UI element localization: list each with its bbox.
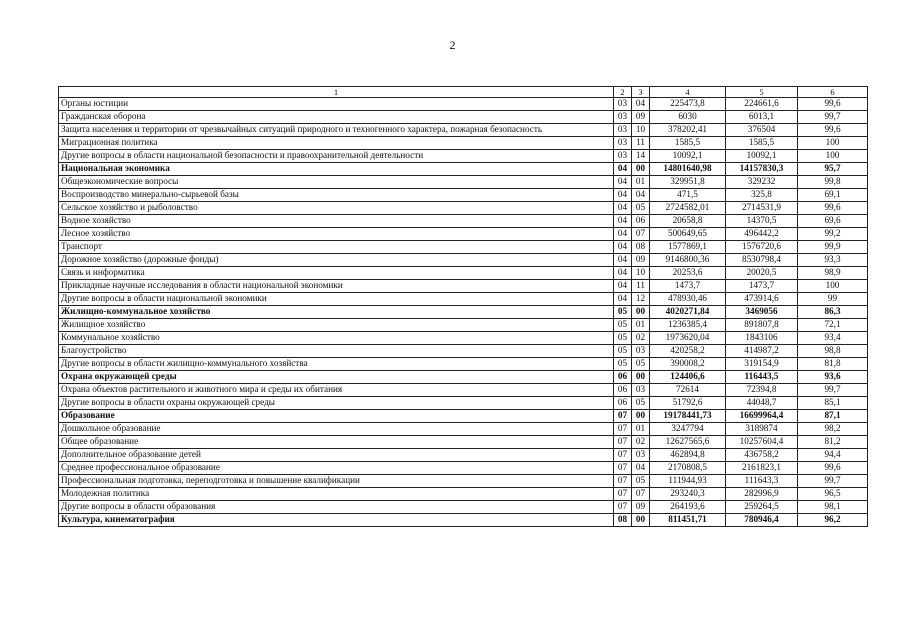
row-actual-value-cell: 473914,6	[726, 293, 798, 306]
table-row	[59, 98, 868, 111]
row-planned-value-cell: 1973620,04	[650, 332, 726, 345]
header-cell-fact: 5	[726, 87, 798, 98]
row-actual-value-cell: 8530798,4	[726, 254, 798, 267]
table-row	[59, 111, 868, 124]
row-actual-value-cell: 10257604,4	[726, 436, 798, 449]
row-percent-cell: 99,6	[798, 124, 868, 137]
row-subsection-code-cell: 10	[632, 124, 650, 137]
table-row	[59, 384, 868, 397]
header-cell-plan: 4	[650, 87, 726, 98]
row-subsection-code-cell: 00	[632, 163, 650, 176]
row-percent-cell: 93,6	[798, 371, 868, 384]
row-percent-cell: 96,2	[798, 514, 868, 527]
row-section-code-cell: 05	[614, 319, 632, 332]
table-row	[59, 124, 868, 137]
row-actual-value-cell: 14370,5	[726, 215, 798, 228]
row-section-code-cell: 06	[614, 384, 632, 397]
row-section-code-cell: 05	[614, 332, 632, 345]
row-section-code-cell: 04	[614, 189, 632, 202]
row-subsection-code-cell: 14	[632, 150, 650, 163]
row-name-cell: Прикладные научные исследования в области национальной экономики	[59, 280, 614, 293]
row-planned-value-cell: 1585,5	[650, 137, 726, 150]
row-planned-value-cell: 420258,2	[650, 345, 726, 358]
row-name-cell: Воспроизводство минерально-сырьевой базы	[59, 189, 614, 202]
row-percent-cell: 94,4	[798, 449, 868, 462]
table-row	[59, 397, 868, 410]
row-planned-value-cell: 6030	[650, 111, 726, 124]
row-name-cell: Лесное хозяйство	[59, 228, 614, 241]
row-planned-value-cell: 378202,41	[650, 124, 726, 137]
row-percent-cell: 93,4	[798, 332, 868, 345]
row-percent-cell: 98,9	[798, 267, 868, 280]
row-actual-value-cell: 325,8	[726, 189, 798, 202]
row-name-cell: Профессиональная подготовка, переподготовка и повышение квалификации	[59, 475, 614, 488]
row-name-cell: Охрана окружающей среды	[59, 371, 614, 384]
table-row	[59, 267, 868, 280]
row-planned-value-cell: 2170808,5	[650, 462, 726, 475]
row-name-cell: Национальная экономика	[59, 163, 614, 176]
row-name-cell: Другие вопросы в области национальной безопасности и правоохранительной деятельности	[59, 150, 614, 163]
table-row	[59, 150, 868, 163]
row-actual-value-cell: 376504	[726, 124, 798, 137]
row-name-cell: Общее образование	[59, 436, 614, 449]
row-percent-cell: 99,6	[798, 98, 868, 111]
row-section-code-cell: 03	[614, 124, 632, 137]
row-name-cell: Дорожное хозяйство (дорожные фонды)	[59, 254, 614, 267]
row-section-code-cell: 07	[614, 436, 632, 449]
row-planned-value-cell: 811451,71	[650, 514, 726, 527]
row-actual-value-cell: 780946,4	[726, 514, 798, 527]
row-actual-value-cell: 2714531,9	[726, 202, 798, 215]
table-row	[59, 423, 868, 436]
row-planned-value-cell: 3247794	[650, 423, 726, 436]
row-subsection-code-cell: 11	[632, 137, 650, 150]
row-percent-cell: 100	[798, 150, 868, 163]
row-planned-value-cell: 1473,7	[650, 280, 726, 293]
table-row	[59, 293, 868, 306]
row-subsection-code-cell: 00	[632, 514, 650, 527]
row-planned-value-cell: 124406,6	[650, 371, 726, 384]
row-planned-value-cell: 14801640,98	[650, 163, 726, 176]
table-row	[59, 332, 868, 345]
row-percent-cell: 99,7	[798, 475, 868, 488]
table-header-row	[59, 87, 868, 98]
row-section-code-cell: 04	[614, 228, 632, 241]
row-subsection-code-cell: 10	[632, 267, 650, 280]
row-section-code-cell: 08	[614, 514, 632, 527]
table-row	[59, 475, 868, 488]
header-cell-rz: 2	[614, 87, 632, 98]
row-name-cell: Водное хозяйство	[59, 215, 614, 228]
row-subsection-code-cell: 07	[632, 228, 650, 241]
row-planned-value-cell: 500649,65	[650, 228, 726, 241]
row-section-code-cell: 03	[614, 150, 632, 163]
row-subsection-code-cell: 03	[632, 345, 650, 358]
row-planned-value-cell: 10092,1	[650, 150, 726, 163]
row-subsection-code-cell: 03	[632, 384, 650, 397]
row-subsection-code-cell: 06	[632, 215, 650, 228]
page-number: 2	[449, 38, 456, 52]
row-percent-cell: 87,1	[798, 410, 868, 423]
table-row	[59, 410, 868, 423]
row-name-cell: Сельское хозяйство и рыболовство	[59, 202, 614, 215]
row-actual-value-cell: 44048,7	[726, 397, 798, 410]
table-row	[59, 254, 868, 267]
row-subsection-code-cell: 01	[632, 319, 650, 332]
row-section-code-cell: 04	[614, 267, 632, 280]
row-name-cell: Культура, кинематография	[59, 514, 614, 527]
row-planned-value-cell: 471,5	[650, 189, 726, 202]
budget-table	[58, 86, 868, 527]
row-actual-value-cell: 496442,2	[726, 228, 798, 241]
row-percent-cell: 86,3	[798, 306, 868, 319]
row-actual-value-cell: 1576720,6	[726, 241, 798, 254]
row-percent-cell: 99,6	[798, 202, 868, 215]
row-section-code-cell: 03	[614, 111, 632, 124]
row-subsection-code-cell: 03	[632, 449, 650, 462]
row-planned-value-cell: 19178441,73	[650, 410, 726, 423]
row-name-cell: Органы юстиции	[59, 98, 614, 111]
row-section-code-cell: 04	[614, 163, 632, 176]
row-actual-value-cell: 14157830,3	[726, 163, 798, 176]
header-cell-pr: 3	[632, 87, 650, 98]
row-actual-value-cell: 10092,1	[726, 150, 798, 163]
row-subsection-code-cell: 01	[632, 176, 650, 189]
row-name-cell: Жилищное хозяйство	[59, 319, 614, 332]
row-percent-cell: 95,7	[798, 163, 868, 176]
row-subsection-code-cell: 04	[632, 189, 650, 202]
row-planned-value-cell: 390008,2	[650, 358, 726, 371]
row-name-cell: Другие вопросы в области национальной экономики	[59, 293, 614, 306]
row-planned-value-cell: 9146800,36	[650, 254, 726, 267]
row-section-code-cell: 07	[614, 423, 632, 436]
table-row	[59, 306, 868, 319]
row-planned-value-cell: 4020271,84	[650, 306, 726, 319]
row-name-cell: Благоустройство	[59, 345, 614, 358]
row-actual-value-cell: 3189874	[726, 423, 798, 436]
row-name-cell: Миграционная политика	[59, 137, 614, 150]
row-section-code-cell: 05	[614, 358, 632, 371]
row-percent-cell: 99,7	[798, 111, 868, 124]
row-subsection-code-cell: 05	[632, 397, 650, 410]
row-actual-value-cell: 2161823,1	[726, 462, 798, 475]
table-row	[59, 345, 868, 358]
row-section-code-cell: 06	[614, 397, 632, 410]
row-percent-cell: 98,2	[798, 423, 868, 436]
row-subsection-code-cell: 05	[632, 202, 650, 215]
row-section-code-cell: 07	[614, 501, 632, 514]
table-row	[59, 501, 868, 514]
table-row	[59, 176, 868, 189]
row-section-code-cell: 07	[614, 449, 632, 462]
row-actual-value-cell: 6013,1	[726, 111, 798, 124]
row-name-cell: Транспорт	[59, 241, 614, 254]
row-subsection-code-cell: 05	[632, 475, 650, 488]
row-percent-cell: 100	[798, 137, 868, 150]
row-planned-value-cell: 264193,6	[650, 501, 726, 514]
row-actual-value-cell: 319154,9	[726, 358, 798, 371]
row-actual-value-cell: 116443,5	[726, 371, 798, 384]
row-planned-value-cell: 478930,46	[650, 293, 726, 306]
row-subsection-code-cell: 08	[632, 241, 650, 254]
row-name-cell: Молодежная политика	[59, 488, 614, 501]
row-subsection-code-cell: 05	[632, 358, 650, 371]
row-name-cell: Дошкольное образование	[59, 423, 614, 436]
row-subsection-code-cell: 11	[632, 280, 650, 293]
row-actual-value-cell: 1843106	[726, 332, 798, 345]
row-actual-value-cell: 111643,3	[726, 475, 798, 488]
table-row	[59, 488, 868, 501]
row-name-cell: Другие вопросы в области образования	[59, 501, 614, 514]
row-percent-cell: 99,8	[798, 176, 868, 189]
table-row	[59, 319, 868, 332]
row-name-cell: Другие вопросы в области жилищно-коммунального хозяйства	[59, 358, 614, 371]
row-section-code-cell: 05	[614, 345, 632, 358]
row-actual-value-cell: 1585,5	[726, 137, 798, 150]
row-actual-value-cell: 436758,2	[726, 449, 798, 462]
row-percent-cell: 99,6	[798, 462, 868, 475]
row-planned-value-cell: 20658,8	[650, 215, 726, 228]
row-planned-value-cell: 462894,8	[650, 449, 726, 462]
table-row	[59, 228, 868, 241]
row-subsection-code-cell: 01	[632, 423, 650, 436]
row-actual-value-cell: 224661,6	[726, 98, 798, 111]
row-section-code-cell: 04	[614, 176, 632, 189]
row-name-cell: Образование	[59, 410, 614, 423]
row-actual-value-cell: 891807,8	[726, 319, 798, 332]
table-row	[59, 462, 868, 475]
table-row	[59, 163, 868, 176]
row-percent-cell: 72,1	[798, 319, 868, 332]
row-section-code-cell: 03	[614, 98, 632, 111]
row-actual-value-cell: 414987,2	[726, 345, 798, 358]
row-percent-cell: 99,7	[798, 384, 868, 397]
row-percent-cell: 100	[798, 280, 868, 293]
row-subsection-code-cell: 00	[632, 306, 650, 319]
row-subsection-code-cell: 09	[632, 254, 650, 267]
row-section-code-cell: 07	[614, 475, 632, 488]
row-name-cell: Дополнительное образование детей	[59, 449, 614, 462]
row-subsection-code-cell: 02	[632, 436, 650, 449]
row-subsection-code-cell: 09	[632, 111, 650, 124]
table-row	[59, 202, 868, 215]
row-subsection-code-cell: 00	[632, 410, 650, 423]
row-subsection-code-cell: 04	[632, 462, 650, 475]
row-percent-cell: 99,9	[798, 241, 868, 254]
row-actual-value-cell: 1473,7	[726, 280, 798, 293]
row-subsection-code-cell: 04	[632, 98, 650, 111]
row-name-cell: Среднее профессиональное образование	[59, 462, 614, 475]
table-row	[59, 436, 868, 449]
table-row	[59, 280, 868, 293]
row-name-cell: Коммунальное хозяйство	[59, 332, 614, 345]
row-section-code-cell: 07	[614, 488, 632, 501]
row-planned-value-cell: 111944,93	[650, 475, 726, 488]
row-planned-value-cell: 1236385,4	[650, 319, 726, 332]
row-subsection-code-cell: 02	[632, 332, 650, 345]
row-section-code-cell: 07	[614, 462, 632, 475]
row-subsection-code-cell: 00	[632, 371, 650, 384]
row-percent-cell: 98,8	[798, 345, 868, 358]
row-planned-value-cell: 51792,6	[650, 397, 726, 410]
row-actual-value-cell: 282996,9	[726, 488, 798, 501]
row-actual-value-cell: 3469056	[726, 306, 798, 319]
table-row	[59, 449, 868, 462]
row-planned-value-cell: 20253,6	[650, 267, 726, 280]
row-name-cell: Гражданская оборона	[59, 111, 614, 124]
header-cell-name: 1	[59, 87, 614, 98]
row-actual-value-cell: 259264,5	[726, 501, 798, 514]
row-section-code-cell: 06	[614, 371, 632, 384]
row-percent-cell: 98,1	[798, 501, 868, 514]
row-percent-cell: 85,1	[798, 397, 868, 410]
row-actual-value-cell: 16699964,4	[726, 410, 798, 423]
row-percent-cell: 99	[798, 293, 868, 306]
row-section-code-cell: 04	[614, 254, 632, 267]
header-cell-percent: 6	[798, 87, 868, 98]
row-planned-value-cell: 2724582,01	[650, 202, 726, 215]
row-section-code-cell: 04	[614, 280, 632, 293]
row-name-cell: Защита населения и территории от чрезвычайных ситуаций природного и техногенного характера, пожарная безопасность	[59, 124, 614, 137]
row-name-cell: Жилищно-коммунальное хозяйство	[59, 306, 614, 319]
row-section-code-cell: 07	[614, 410, 632, 423]
row-name-cell: Связь и информатика	[59, 267, 614, 280]
row-section-code-cell: 04	[614, 202, 632, 215]
row-planned-value-cell: 329951,8	[650, 176, 726, 189]
table-row	[59, 358, 868, 371]
row-name-cell: Другие вопросы в области охраны окружающей среды	[59, 397, 614, 410]
row-percent-cell: 96,5	[798, 488, 868, 501]
row-percent-cell: 99,2	[798, 228, 868, 241]
row-subsection-code-cell: 12	[632, 293, 650, 306]
row-percent-cell: 81,2	[798, 436, 868, 449]
row-planned-value-cell: 225473,8	[650, 98, 726, 111]
row-percent-cell: 69,1	[798, 189, 868, 202]
row-percent-cell: 69,6	[798, 215, 868, 228]
table-row	[59, 137, 868, 150]
row-actual-value-cell: 329232	[726, 176, 798, 189]
row-name-cell: Охрана объектов растительного и животного мира и среды их обитания	[59, 384, 614, 397]
table-row	[59, 215, 868, 228]
row-section-code-cell: 03	[614, 137, 632, 150]
row-name-cell: Общеэкономические вопросы	[59, 176, 614, 189]
row-subsection-code-cell: 09	[632, 501, 650, 514]
row-planned-value-cell: 72614	[650, 384, 726, 397]
row-section-code-cell: 04	[614, 215, 632, 228]
table-row	[59, 371, 868, 384]
row-section-code-cell: 04	[614, 241, 632, 254]
table-row	[59, 514, 868, 527]
row-planned-value-cell: 293240,3	[650, 488, 726, 501]
table-body	[59, 87, 868, 527]
table-row	[59, 189, 868, 202]
row-percent-cell: 81,8	[798, 358, 868, 371]
row-actual-value-cell: 72394,8	[726, 384, 798, 397]
row-section-code-cell: 04	[614, 293, 632, 306]
row-subsection-code-cell: 07	[632, 488, 650, 501]
row-actual-value-cell: 20020,5	[726, 267, 798, 280]
row-section-code-cell: 05	[614, 306, 632, 319]
row-planned-value-cell: 12627565,6	[650, 436, 726, 449]
row-percent-cell: 93,3	[798, 254, 868, 267]
row-planned-value-cell: 1577869,1	[650, 241, 726, 254]
table-row	[59, 241, 868, 254]
